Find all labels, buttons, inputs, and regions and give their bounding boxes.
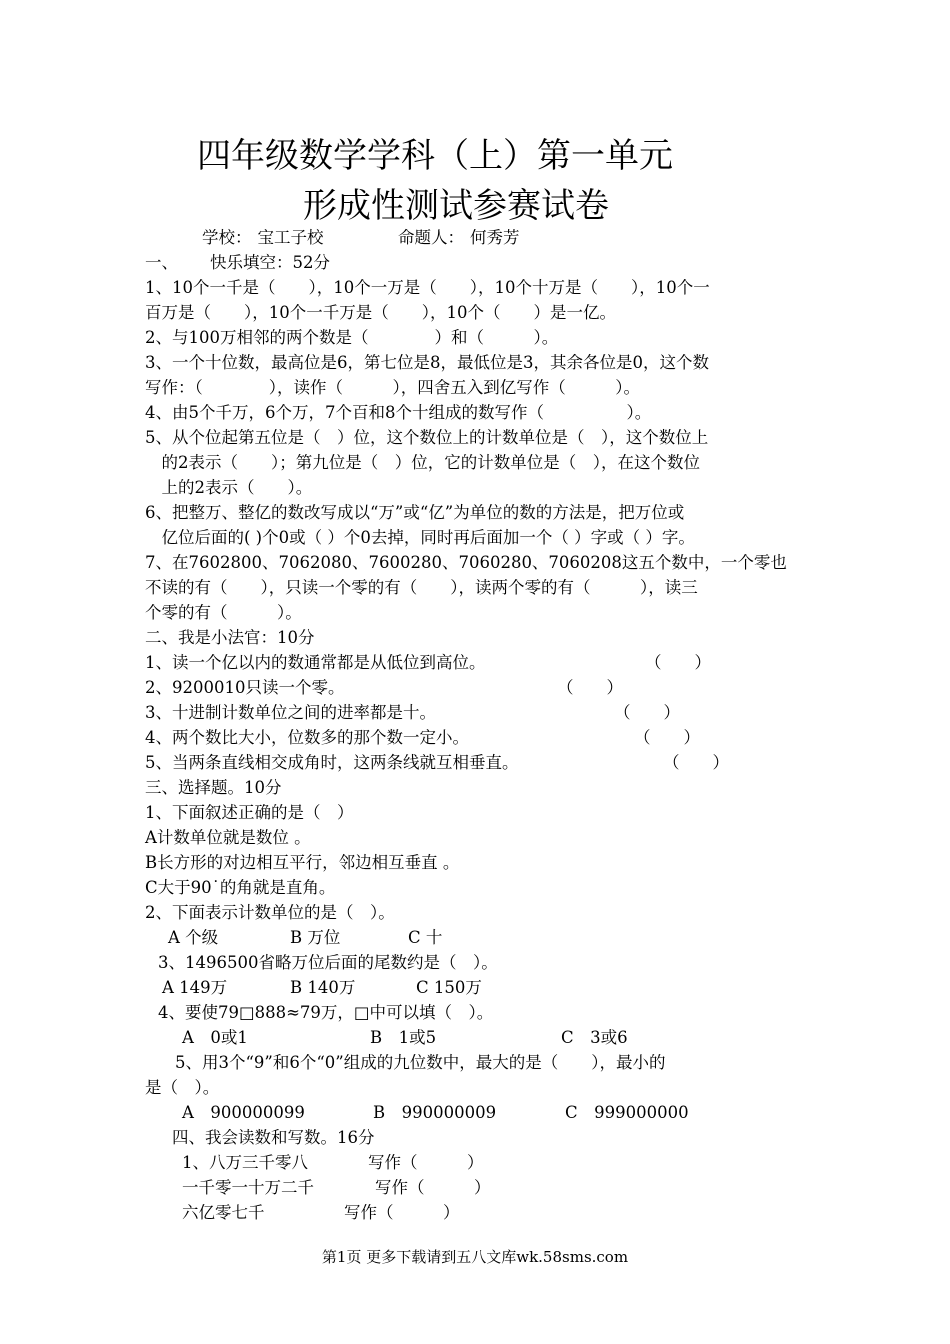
judge-item-text: 4、两个数比大小，位数多的那个数一定小。 xyxy=(145,728,469,747)
author-label: 命题人： xyxy=(398,228,464,247)
choice-option: C大于90˙的角就是直角。 xyxy=(145,878,336,897)
title-line-1: 四年级数学学科（上）第一单元 xyxy=(197,136,673,176)
read-number: 一千零一十万二千 xyxy=(182,1178,314,1197)
choice-option: A 0或1 xyxy=(182,1028,248,1047)
choice-option: C 3或6 xyxy=(561,1028,628,1047)
section-1-line: 的2表示（ ）；第九位是（ ）位，它的计数单位是（ ），在这个数位 xyxy=(145,453,700,472)
section-2-heading: 二、我是小法官：10分 xyxy=(145,628,315,647)
choice-option: A 149万 xyxy=(162,978,228,997)
section-1-line: 上的2表示（ ）。 xyxy=(145,478,313,497)
choice-option: C 十 xyxy=(408,928,443,947)
judge-item-text: 5、当两条直线相交成角时，这两条线就互相垂直。 xyxy=(145,753,519,772)
choice-option: A 900000099 xyxy=(182,1103,305,1122)
choice-option: B 140万 xyxy=(290,978,356,997)
read-number: 1、八万三千零八 xyxy=(182,1153,308,1172)
read-number: 六亿零七千 xyxy=(182,1203,265,1222)
choice-question: 5、用3个“9”和6个“0”组成的九位数中，最大的是（ ），最小的 xyxy=(175,1053,666,1072)
school-label: 学校： xyxy=(202,228,252,247)
write-answer: 写作（ ） xyxy=(375,1178,491,1197)
choice-option: A 个级 xyxy=(168,928,219,947)
section-1-line: 4、由5个千万，6个万，7个百和8个十组成的数写作（ ）。 xyxy=(145,403,652,422)
school-info xyxy=(202,225,324,250)
judge-item-mark: （ ） xyxy=(614,703,680,722)
choice-question: 2、下面表示计数单位的是（ ）。 xyxy=(145,903,395,922)
section-1-line: 不读的有（ ），只读一个零的有（ ），读两个零的有（ ），读三 xyxy=(145,578,698,597)
judge-item-text: 1、读一个亿以内的数通常都是从低位到高位。 xyxy=(145,653,486,672)
page-footer: 第1页 更多下载请到五八文库wk.58sms.com xyxy=(321,1248,629,1266)
section-3-heading: 三、选择题。10分 xyxy=(145,778,282,797)
choice-question: 3、1496500省略万位后面的尾数约是（ ）。 xyxy=(158,953,498,972)
section-1-line: 7、在7602800、7062080、7600280、7060280、7060208这五个数中，一个零也 xyxy=(145,553,787,572)
author-info xyxy=(398,225,520,250)
choice-option: B 990000009 xyxy=(373,1103,497,1122)
choice-option: C 999000000 xyxy=(565,1103,689,1122)
choice-question: 4、要使79□888≈79万，□中可以填（ ）。 xyxy=(158,1003,494,1022)
choice-option: A计数单位就是数位 。 xyxy=(145,828,311,847)
school-name: 宝工子校 xyxy=(257,228,324,247)
section-1-line: 个零的有（ ）。 xyxy=(145,603,302,622)
section-4-heading: 四、我会读数和写数。16分 xyxy=(172,1128,375,1147)
section-1-line: 1、10个一千是（ ），10个一万是（ ），10个十万是（ ），10个一 xyxy=(145,278,710,297)
write-answer: 写作（ ） xyxy=(344,1203,460,1222)
author-name: 何秀芳 xyxy=(470,228,520,247)
section-1-line: 亿位后面的( )个0或（ ）个0去掉，同时再后面加一个（ ）字或（ ）字。 xyxy=(145,528,695,547)
judge-item-mark: （ ） xyxy=(645,653,711,672)
section-1-number: 一、 xyxy=(145,253,178,272)
choice-option: B 1或5 xyxy=(370,1028,437,1047)
choice-option: C 150万 xyxy=(416,978,482,997)
section-1-line: 5、从个位起第五位是（ ）位，这个数位上的计数单位是（ ），这个数位上 xyxy=(145,428,709,447)
judge-item-mark: （ ） xyxy=(634,728,700,747)
section-1-heading xyxy=(145,250,330,275)
choice-option: B 万位 xyxy=(290,928,341,947)
section-1-title: 快乐填空：52分 xyxy=(210,253,330,272)
section-1-line: 百万是（ ），10个一千万是（ ），10个（ ）是一亿。 xyxy=(145,303,616,322)
choice-question-continued: 是（ ）。 xyxy=(145,1078,220,1097)
judge-item-mark: （ ） xyxy=(663,753,729,772)
section-1-line: 6、把整万、整亿的数改写成以“万”或“亿”为单位的数的方法是，把万位或 xyxy=(145,503,685,522)
section-1-line: 写作：（ ），读作（ ），四舍五入到亿写作（ ）。 xyxy=(145,378,640,397)
section-1-line: 3、一个十位数，最高位是6，第七位是8，最低位是3，其余各位是0，这个数 xyxy=(145,353,709,372)
choice-option: B长方形的对边相互平行，邻边相互垂直 。 xyxy=(145,853,460,872)
judge-item-text: 2、9200010只读一个零。 xyxy=(145,678,345,697)
judge-item-text: 3、十进制计数单位之间的进率都是十。 xyxy=(145,703,436,722)
title-line-2: 形成性测试参赛试卷 xyxy=(303,186,609,226)
judge-item-mark: （ ） xyxy=(557,678,623,697)
choice-question: 1、下面叙述正确的是（ ） xyxy=(145,803,354,822)
write-answer: 写作（ ） xyxy=(368,1153,484,1172)
section-1-line: 2、与100万相邻的两个数是（ ）和（ ）。 xyxy=(145,328,559,347)
